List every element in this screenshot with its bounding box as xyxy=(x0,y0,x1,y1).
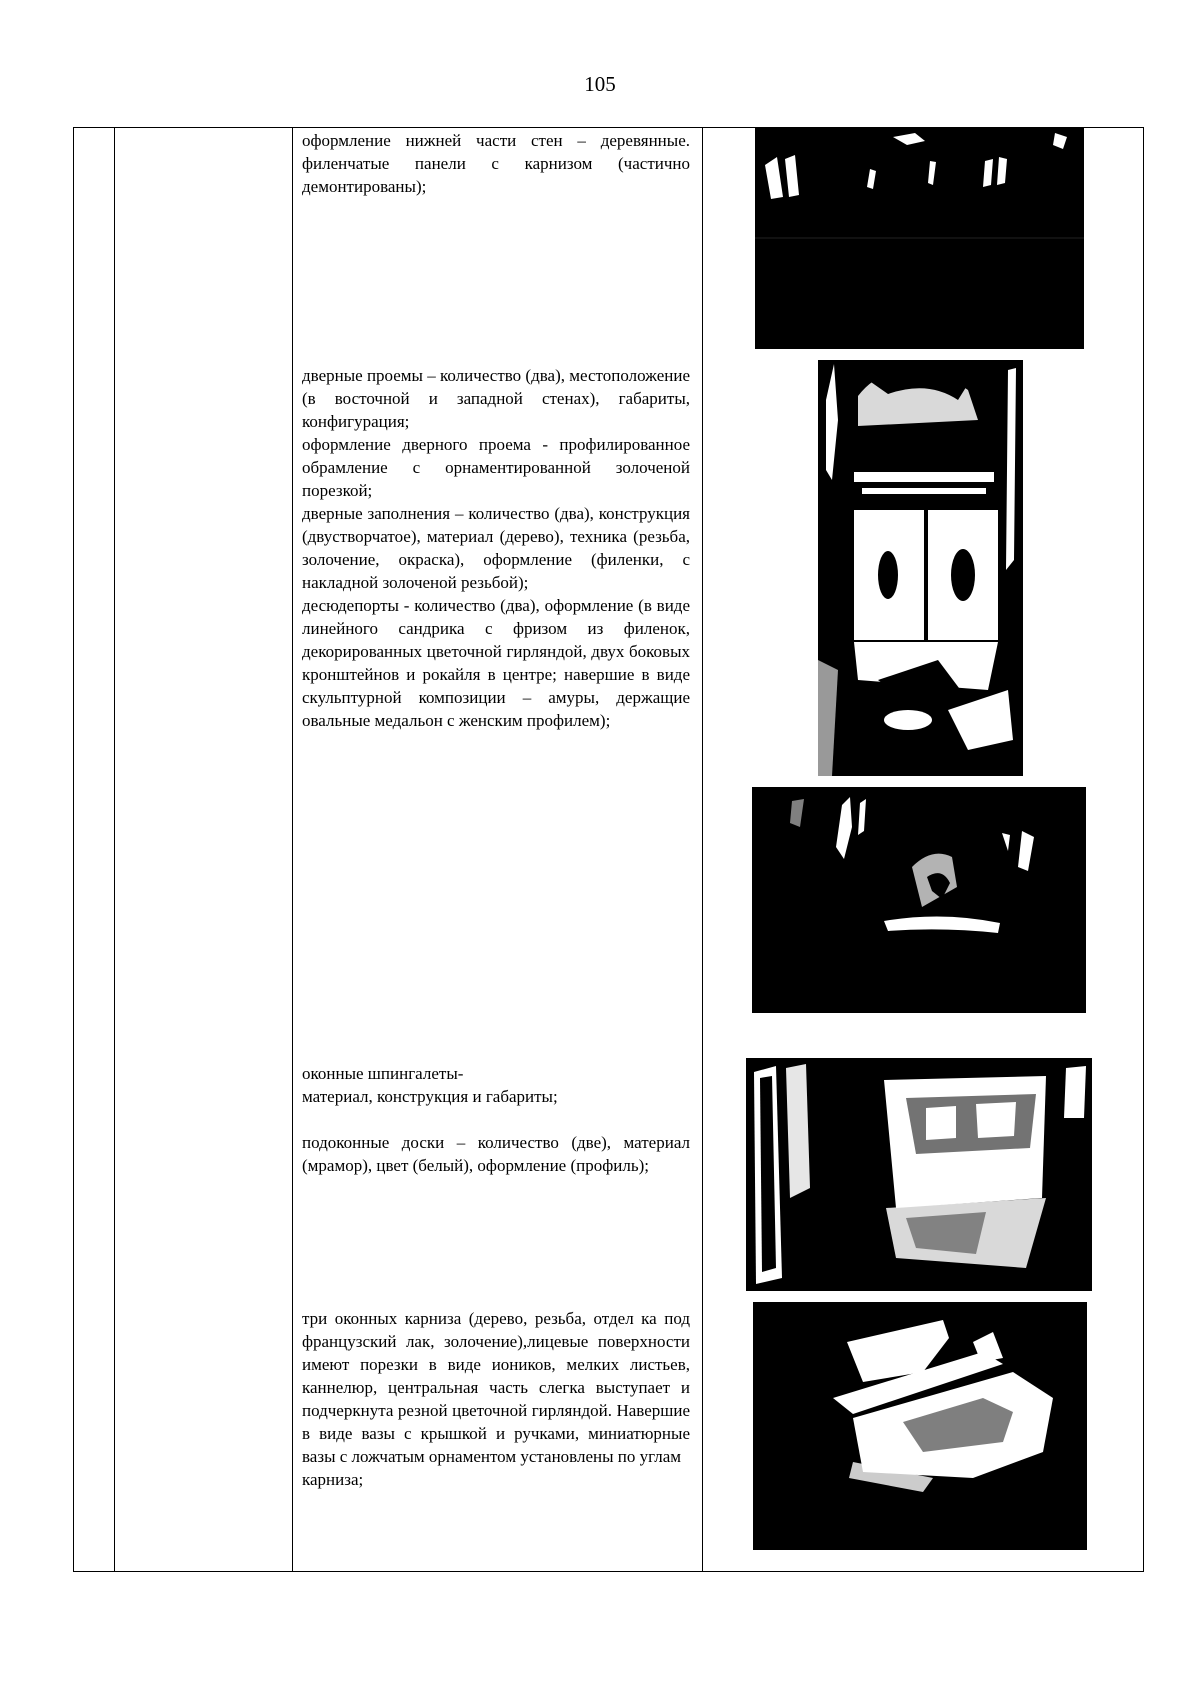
entry-text: карниза; xyxy=(302,1470,364,1489)
photo-window xyxy=(746,1058,1092,1291)
photo-cornice xyxy=(753,1302,1087,1550)
column-divider-2 xyxy=(292,128,293,1571)
entry-text: оформление нижней части стен – деревянные. филенчатые панели с карнизом (частично демонтированы); xyxy=(302,131,690,196)
column-divider-3 xyxy=(702,128,703,1571)
entry-text: материал, конструкция и габариты; xyxy=(302,1087,558,1106)
entry-text: оконные шпингалеты- xyxy=(302,1064,464,1083)
entry-text: три оконных карниза (дерево, резьба, отдел ка под французский лак, золочение),лицевые поверхности имеют порезки в виде иоников, мелких листьев, каннелюр, центральная часть слегка выступает и подчеркнута резной цветочной гирляндой. Навершие в виде вазы с крышкой и ручками, миниатюрные вазы с ложчатым орнаментом установлены по углам xyxy=(302,1309,690,1466)
entry-text: дверные проемы – количество (два), местоположение (в восточной и западной стенах), габариты, конфигурация; xyxy=(302,366,690,431)
entry-window-latches xyxy=(302,1062,690,1108)
entry-window-sills xyxy=(302,1131,690,1177)
entry-wall-panels xyxy=(302,129,690,198)
photo-wall-panels xyxy=(755,127,1084,349)
photo-door xyxy=(818,360,1023,776)
entry-window-cornices xyxy=(302,1307,690,1491)
page-number: 105 xyxy=(584,72,616,96)
photo-overdoor-sculpture xyxy=(752,787,1086,1013)
entry-door-openings xyxy=(302,364,690,732)
entry-text: дверные заполнения – количество (два), конструкция (двустворчатое), материал (дерево), техника (резьба, золочение, окраска), оформление (филенки, с накладной золоченой резьбой); xyxy=(302,504,690,592)
column-divider-1 xyxy=(114,128,115,1571)
entry-text: десюдепорты - количество (два), оформление (в виде линейного сандрика с фризом из филенок, декорированных цветочной гирляндой, двух боковых кронштейнов и рокайля в центре; навершие в виде скульптурной композиции – амуры, держащие овальные медальон с женским профилем); xyxy=(302,596,690,730)
entry-text: оформление дверного проема - профилированное обрамление с орнаментированной золоченой порезкой; xyxy=(302,435,690,500)
entry-text: подоконные доски – количество (две), материал (мрамор), цвет (белый), оформление (профиль); xyxy=(302,1133,690,1175)
